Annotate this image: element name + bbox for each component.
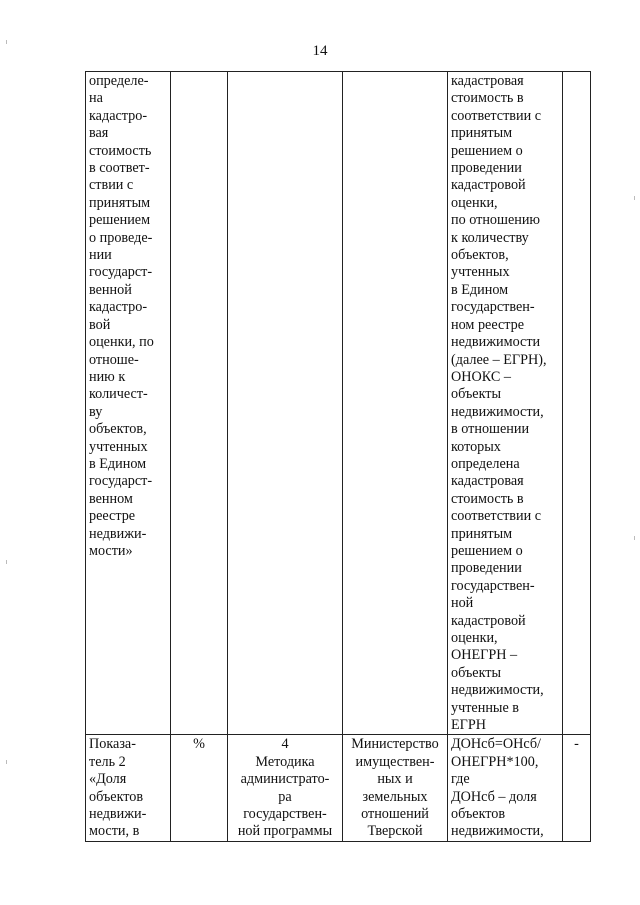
cell-text-line: венном bbox=[89, 490, 133, 507]
scan-speck bbox=[634, 536, 635, 540]
unit-cell bbox=[171, 72, 228, 735]
cell-text-line: государствен- bbox=[243, 806, 327, 823]
cell-text-line: оценки, bbox=[451, 194, 498, 211]
cell-text-line: кадастровая bbox=[451, 473, 524, 490]
cell-text-line: недвижимости, bbox=[451, 823, 544, 840]
cell-text-line: государствен- bbox=[451, 577, 535, 594]
responsible-cell bbox=[343, 735, 448, 841]
cell-text-line: ву bbox=[89, 403, 103, 420]
cell-text-line: где bbox=[451, 771, 470, 788]
cell-text-line: «Доля bbox=[89, 771, 127, 788]
cell-text-line: администрато- bbox=[240, 771, 330, 788]
cell-text-line: недвижимости bbox=[451, 334, 541, 351]
method-cell bbox=[228, 72, 343, 735]
cell-text-line: ДОНсб – доля bbox=[451, 788, 537, 805]
indicator-name-cell bbox=[86, 72, 171, 735]
cell-text-line: Методика bbox=[255, 753, 315, 770]
cell-text-line: объектов, bbox=[89, 421, 147, 438]
scan-speck bbox=[6, 760, 7, 764]
cell-text-line: кадастро- bbox=[89, 299, 148, 316]
cell-text-line: проведении bbox=[451, 160, 522, 177]
cell-text-line: объектов bbox=[89, 788, 144, 805]
extra-cell bbox=[563, 72, 591, 735]
cell-text-line: объекты bbox=[451, 386, 502, 403]
cell-text-line: решением о bbox=[451, 142, 523, 159]
cell-text-line: по отношению bbox=[451, 212, 541, 229]
cell-text-line: стоимость в bbox=[451, 490, 524, 507]
cell-text-line: отноше- bbox=[89, 351, 139, 368]
cell-text-line: ДОНсб=ОНсб/ bbox=[451, 736, 541, 753]
cell-text-line: количест- bbox=[89, 386, 148, 403]
responsible-cell bbox=[343, 72, 448, 735]
formula-cell bbox=[448, 735, 563, 841]
cell-text-line: ЕГРН bbox=[451, 717, 487, 734]
page-number: 14 bbox=[312, 43, 328, 59]
cell-text-line: оценки, по bbox=[89, 334, 154, 351]
cell-text-line: ОНЕГРН – bbox=[451, 647, 518, 664]
cell-text-line: тель 2 bbox=[89, 753, 126, 770]
cell-text-line: нии bbox=[89, 247, 112, 264]
method-cell bbox=[228, 735, 343, 841]
cell-text-line: - bbox=[574, 736, 579, 753]
cell-text-line: % bbox=[193, 736, 205, 753]
cell-text-line: о проведе- bbox=[89, 229, 153, 246]
cell-text-line: учтенных bbox=[451, 264, 510, 281]
cell-text-line: кадастро- bbox=[89, 107, 148, 124]
cell-text-line: стоимость bbox=[89, 142, 152, 159]
cell-text-line: принятым bbox=[89, 194, 151, 211]
cell-text-line: земельных bbox=[362, 788, 428, 805]
scan-speck bbox=[634, 196, 635, 200]
cell-text-line: имуществен- bbox=[355, 753, 435, 770]
cell-text-line: государст- bbox=[89, 473, 153, 490]
scan-speck bbox=[6, 560, 7, 564]
cell-text-line: (далее – ЕГРН), bbox=[451, 351, 547, 368]
cell-text-line: 4 bbox=[281, 736, 289, 753]
unit-cell bbox=[171, 735, 228, 841]
cell-text-line: принятым bbox=[451, 525, 513, 542]
cell-text-line: недвижи- bbox=[89, 806, 147, 823]
cell-text-line: мости» bbox=[89, 542, 133, 559]
cell-text-line: вая bbox=[89, 125, 109, 142]
cell-text-line: ствии с bbox=[89, 177, 134, 194]
cell-text-line: Министерство bbox=[351, 736, 439, 753]
cell-text-line: проведении bbox=[451, 560, 522, 577]
cell-text-line: в Едином bbox=[451, 281, 509, 298]
cell-text-line: кадастровой bbox=[451, 177, 526, 194]
cell-text-line: соответствии с bbox=[451, 107, 542, 124]
indicator-name-cell bbox=[86, 735, 171, 841]
cell-text-line: соответствии с bbox=[451, 508, 542, 525]
cell-text-line: кадастровой bbox=[451, 612, 526, 629]
cell-text-line: нию к bbox=[89, 368, 126, 385]
cell-text-line: определена bbox=[451, 455, 520, 472]
cell-text-line: учтенные в bbox=[451, 699, 519, 716]
cell-text-line: кадастровая bbox=[451, 73, 524, 89]
cell-text-line: ОНОКС – bbox=[451, 368, 511, 385]
cell-text-line: объекты bbox=[451, 664, 502, 681]
cell-text-line: недвижи- bbox=[89, 525, 147, 542]
cell-text-line: мости, в bbox=[89, 823, 140, 840]
cell-text-line: оценки, bbox=[451, 630, 498, 646]
indicator-table bbox=[85, 71, 591, 842]
cell-text-line: вой bbox=[89, 316, 111, 333]
cell-text-line: определе- bbox=[89, 73, 149, 89]
cell-text-line: решением о bbox=[451, 542, 523, 559]
cell-text-line: недвижимости, bbox=[451, 403, 544, 420]
cell-text-line: недвижимости, bbox=[451, 682, 544, 699]
cell-text-line: Тверской bbox=[367, 823, 423, 840]
cell-text-line: государствен- bbox=[451, 299, 535, 316]
table-row bbox=[86, 72, 591, 735]
cell-text-line: к количеству bbox=[451, 229, 529, 246]
cell-text-line: ной программы bbox=[237, 823, 333, 840]
scan-speck bbox=[6, 40, 7, 44]
extra-cell bbox=[563, 735, 591, 841]
cell-text-line: ных и bbox=[377, 771, 413, 788]
cell-text-line: ОНЕГРН*100, bbox=[451, 753, 539, 770]
cell-text-line: в отношении bbox=[451, 421, 530, 438]
cell-text-line: ра bbox=[278, 788, 292, 805]
cell-text-line: Показа- bbox=[89, 736, 136, 753]
cell-text-line: решением bbox=[89, 212, 151, 229]
cell-text-line: принятым bbox=[451, 125, 513, 142]
cell-text-line: которых bbox=[451, 438, 501, 455]
cell-text-line: в Едином bbox=[89, 455, 147, 472]
cell-text-line: стоимость в bbox=[451, 90, 524, 107]
cell-text-line: ном реестре bbox=[451, 316, 525, 333]
cell-text-line: ной bbox=[451, 595, 474, 612]
cell-text-line: реестре bbox=[89, 508, 136, 525]
formula-cell bbox=[448, 72, 563, 735]
cell-text-line: на bbox=[89, 90, 103, 107]
cell-text-line: государст- bbox=[89, 264, 153, 281]
cell-text-line: объектов, bbox=[451, 247, 509, 264]
cell-text-line: в соответ- bbox=[89, 160, 150, 177]
cell-text-line: отношений bbox=[361, 806, 429, 823]
cell-text-line: объектов bbox=[451, 806, 506, 823]
cell-text-line: учтенных bbox=[89, 438, 148, 455]
table-row bbox=[86, 735, 591, 841]
cell-text-line: венной bbox=[89, 281, 132, 298]
